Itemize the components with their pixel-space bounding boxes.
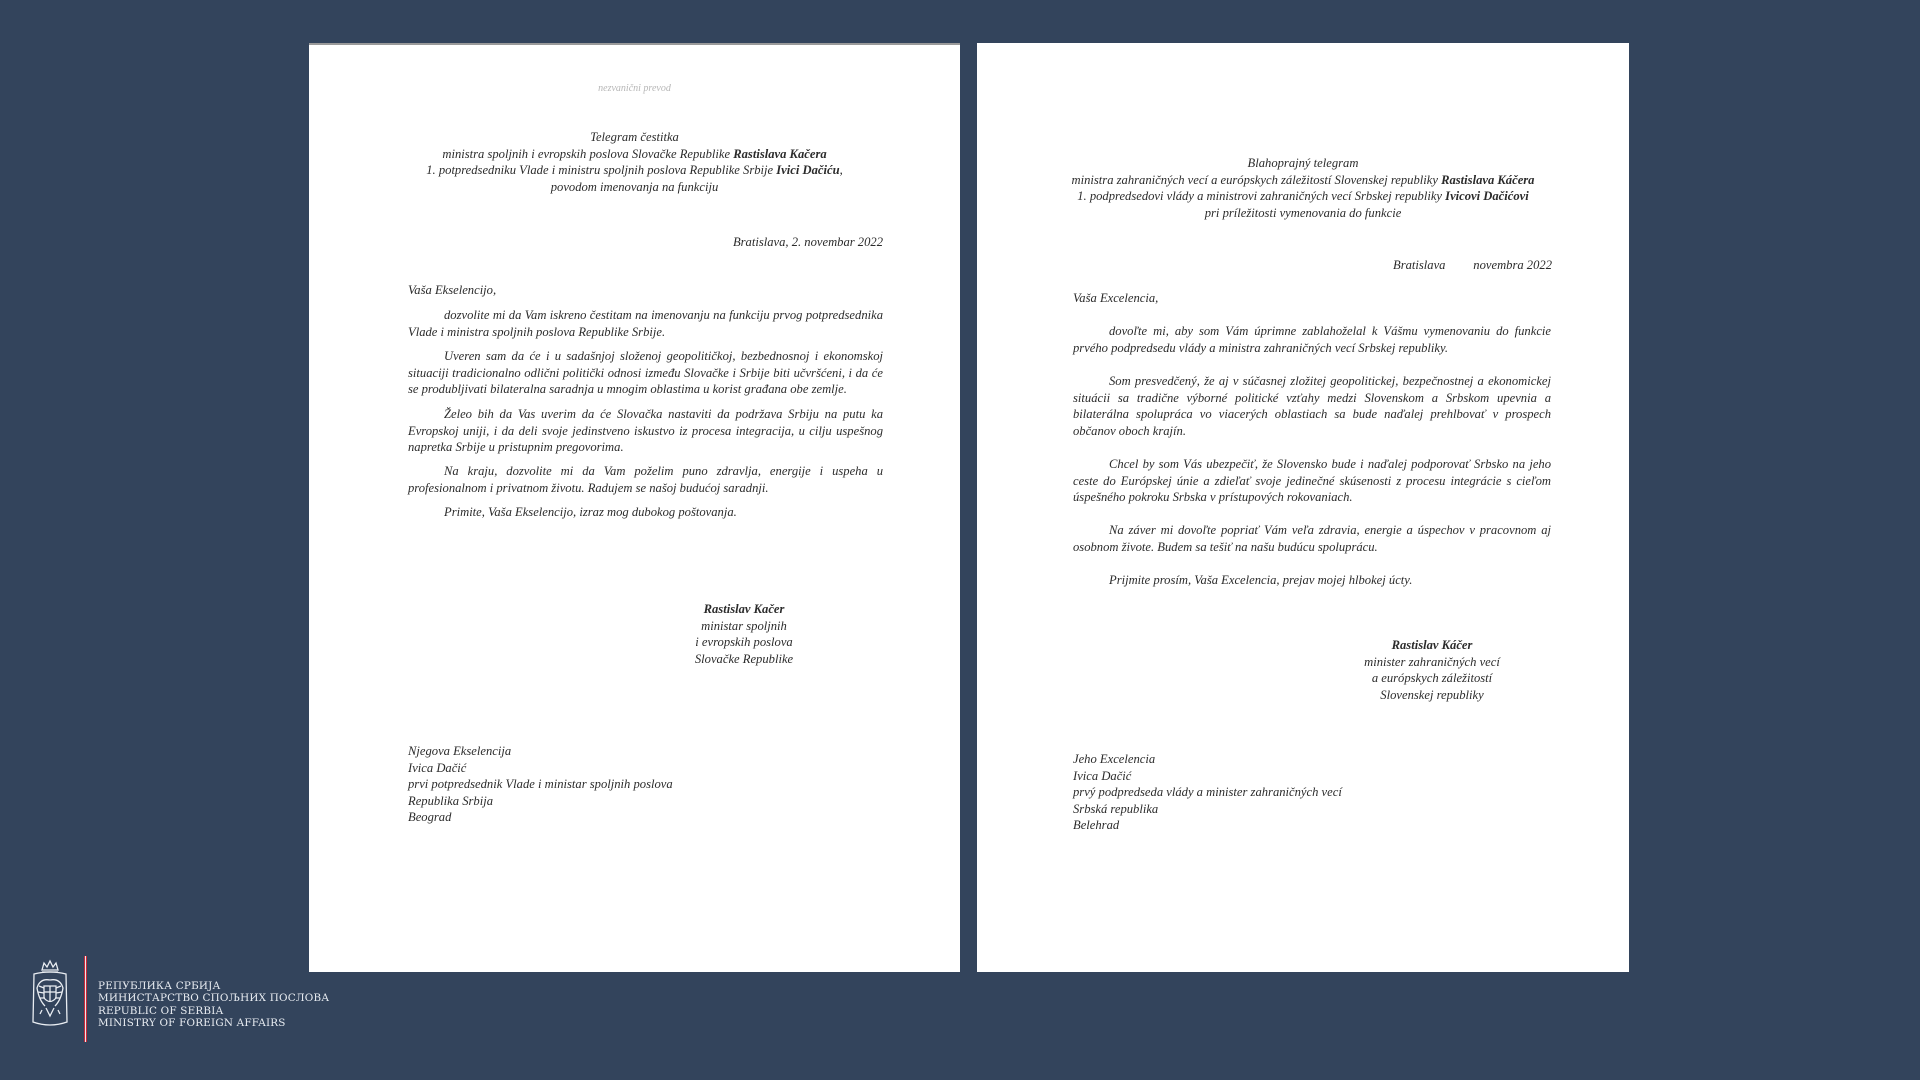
letter-title (349, 129, 920, 195)
recipient-line-2: Ivica Dačić (408, 760, 467, 775)
serbia-coat-of-arms-icon (30, 958, 70, 1032)
signature-line-3: Slovačke Republike (694, 651, 794, 666)
signature-name: Rastislav Kačer (703, 602, 785, 616)
letter-paragraph-2: Som presvedčený, že aj v súčasnej zložitej geopolitickej, bezpečnostnej a ekonomickej situácii sa tradične výborné politické vzťahy medzi Slovenskom a Srbskom upevnia a bilaterálna spolupráca vo viacerých oblastiach sa bude naďalej prehlbovať v prospech občanov oboch krajín. (1073, 374, 1551, 438)
letter-title (1017, 155, 1589, 221)
signature-line-1: minister zahraničných vecí (1364, 654, 1500, 669)
ministry-logo (30, 956, 330, 1046)
title-line-1: Blahoprajný telegram (1247, 156, 1359, 170)
signature-line-1: ministar spoljnih (701, 618, 787, 633)
recipient-line-5: Beograd (408, 810, 452, 825)
letter-paragraph-1: dovoľte mi, aby som Vám úprimne zablahoželal k Vášmu vymenovaniu do funkcie prvého podpredsedu vlády a ministra zahraničných vecí Srbskej republiky. (1073, 324, 1551, 355)
letter-date: novembra 2022 (1473, 258, 1552, 272)
signature-line-2: a európskych záležitostí (1371, 671, 1493, 686)
title-line-3: 1. podpredsedovi vlády a ministrovi zahraničných vecí Srbskej republiky Ivicovi Dačićovi (1077, 189, 1529, 204)
title-line-2: ministra spoljnih i evropskih poslova Slovačke Republike Rastislava Kačera (442, 146, 827, 161)
letter-page-serbian (309, 43, 960, 972)
letter-paragraph-2: Uveren sam da će i u sadašnjoj složenoj geopolitičkoj, bezbednosnoj i ekonomskoj situaciji tradicionalno odlični politički odnosi između Slovačke i Srbije biti učvršćeni, i da će se produbljivati bilateralna saradnja u mnogim oblastima u korist građana obe zemlje. (408, 349, 883, 397)
letter-paragraph-5: Prijmite prosím, Vaša Excelencia, prejav mojej hlbokej úcty. (1109, 573, 1413, 587)
signature-line-2: i evropskih poslova (695, 635, 793, 650)
logo-text (98, 980, 329, 1030)
logo-divider (84, 956, 87, 1042)
logo-line-3: REPUBLIC OF SERBIA (98, 1004, 224, 1017)
title-line-3: 1. potpredsedniku Vlade i ministru spoljnih poslova Republike Srbije Ivici Dačiću, (426, 163, 843, 178)
letter-signature (679, 601, 809, 667)
letter-date: Bratislava, 2. novembar 2022 (732, 235, 883, 249)
signature-line-3: Slovenskej republiky (1380, 687, 1484, 702)
logo-line-4: MINISTRY OF FOREIGN AFFAIRS (98, 1017, 286, 1030)
recipient-line-2: Ivica Dačić (1073, 768, 1132, 783)
letter-salutation: Vaša Ekselencijo, (408, 283, 497, 297)
letter-recipient (1073, 751, 1342, 834)
recipient-line-1: Njegova Ekselencija (408, 744, 512, 758)
letter-paragraph-3: Želeo bih da Vas uverim da će Slovačka nastaviti da podržava Srbiju na putu ka Evropskoj uniji, i da deli svoje jedinstveno iskustvo iz procesa integracija, u cilju uspešnog napretka Srbije u pristupnim pregovorima. (408, 407, 883, 455)
letter-salutation: Vaša Excelencia, (1073, 291, 1159, 305)
logo-line-2: МИНИСТАРСТВО СПОЉНИХ ПОСЛОВА (98, 992, 330, 1005)
signature-name: Rastislav Káčer (1391, 638, 1473, 652)
letter-paragraph-4: Na záver mi dovoľte popriať Vám veľa zdravia, energie a úspechov v pracovnom aj osobnom živote. Budem sa tešiť na našu budúcu spoluprácu. (1073, 523, 1551, 554)
recipient-line-3: prvý podpredseda vlády a minister zahraničných vecí (1073, 785, 1342, 800)
title-line-2: ministra zahraničných vecí a európskych záležitostí Slovenskej republiky Rastislava Káčera (1071, 172, 1535, 187)
logo-line-1: РЕПУБЛИКА СРБИЈА (98, 980, 221, 992)
letter-paragraph-5: Primite, Vaša Ekselencijo, izraz mog dubokog poštovanja. (444, 505, 737, 519)
title-line-1: Telegram čestitka (590, 130, 679, 144)
recipient-line-4: Republika Srbija (408, 793, 493, 808)
letter-paragraph-1: dozvolite mi da Vam iskreno čestitam na imenovanju na funkciju prvog potpredsednika Vlade i ministra spoljnih poslova Republike Srbije. (408, 308, 883, 339)
letter-date-city: Bratislava (1393, 258, 1446, 272)
recipient-line-5: Belehrad (1073, 818, 1120, 833)
letter-paragraph-3: Chcel by som Vás ubezpečiť, že Slovensko bude i naďalej podporovať Srbsko na jeho ceste do Európskej únie a zdieľať svoje jedinečné skúsenosti z procesu integrácie s cieľom úspešného pokroku Srbska v prístupových rokovaniach. (1073, 457, 1551, 505)
letter-paragraph-4: Na kraju, dozvolite mi da Vam poželim puno zdravlja, energije i uspeha u profesionalnom i privatnom životu. Radujem se našoj budućoj saradnji. (408, 464, 883, 495)
title-line-4: pri príležitosti vymenovania do funkcie (1204, 205, 1402, 220)
recipient-line-3: prvi potpredsednik Vlade i ministar spoljnih poslova (408, 777, 673, 792)
title-line-4: povodom imenovanja na funkciju (550, 179, 719, 194)
recipient-line-1: Jeho Excelencia (1073, 752, 1156, 766)
letter-page-slovak (977, 43, 1629, 972)
letter-signature (1357, 637, 1507, 703)
recipient-line-4: Srbská republika (1073, 801, 1159, 816)
translation-mark: nezvanični prevod (598, 83, 671, 94)
letter-recipient (408, 743, 673, 826)
